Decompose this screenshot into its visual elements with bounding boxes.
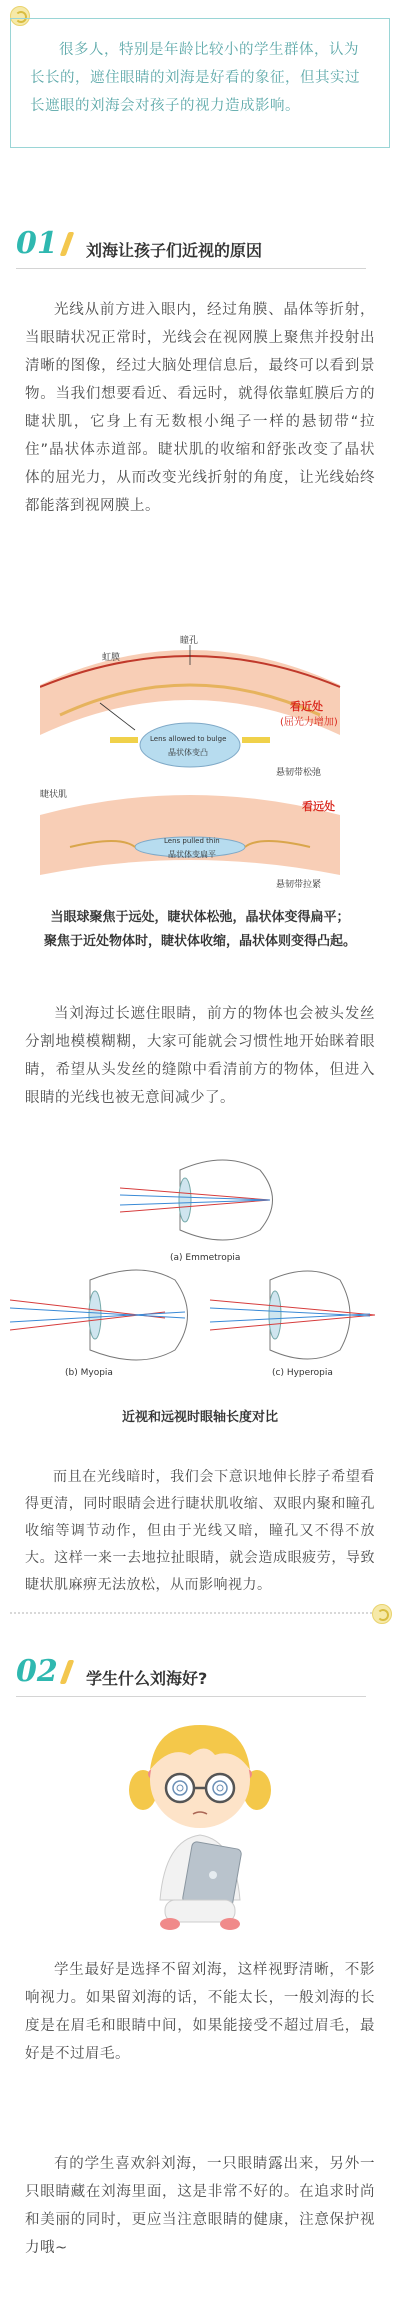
cartoon-girl-illustration (125, 1710, 275, 1940)
label-lens-thin-cn: 晶状体变扁平 (168, 850, 216, 859)
label-lens-thin-en: Lens pulled thin (164, 837, 220, 845)
swirl-ornament-icon (372, 1604, 392, 1624)
label-ciliary: 睫状肌 (40, 790, 68, 800)
caption-line: 当眼球聚焦于远处，睫状体松弛，晶状体变得扁平； (50, 910, 350, 925)
caption-line: 聚焦于近处物体时，睫状体收缩，晶状体则变得凸起。 (43, 934, 356, 949)
label-pupil: 瞳孔 (180, 636, 199, 646)
paragraph (25, 1464, 375, 1599)
section-number: 01 (16, 226, 58, 261)
section-underline (16, 268, 366, 269)
paragraph-text: 学生最好是选择不留刘海，这样视野清晰，不影响视力。如果留刘海的话，不能太长，一般刘海的长度是在眉毛和眼睛中间，如果能接受不超过眉毛，最好是不过眉毛。 (25, 1962, 375, 2062)
label-zonule-tight: 悬韧带拉紧 (276, 880, 322, 890)
label-far: 看远处 (302, 800, 335, 813)
paragraph-text: 当刘海过长遮住眼睛，前方的物体也会被头发丝分割地模模糊糊，大家可能就会习惯性地开始眯着眼睛，希望从头发丝的缝隙中看清前方的物体，但进入眼睛的光线也被无意间减少了。 (25, 1006, 375, 1106)
label-near-sub: (屈光力增加) (280, 717, 338, 728)
paragraph-text: 光线从前方进入眼内，经过角膜、晶体等折射，当眼睛状况正常时，光线会在视网膜上聚焦并投射出清晰的图像，经过大脑处理信息后，最终可以看到景物。当我们想要看近、看远时，就得依靠虹膜后方的睫状肌，它身上有无数根小绳子一样的悬韧带“拉住”晶状体赤道部。睫状肌的收缩和舒张改变了晶状体的屈光力，从而改变光线折射的角度，让光线始终都能落到视网膜上。 (25, 302, 375, 514)
label-near: 看近处 (290, 700, 323, 713)
paragraph (25, 2150, 375, 2262)
label-iris: 虹膜 (102, 653, 121, 663)
paragraph-text: 而且在光线暗时，我们会下意识地伸长脖子希望看得更清，同时眼睛会进行睫状肌收缩、双眼内聚和瞳孔收缩等调节动作，但由于光线又暗，瞳孔又不得不放大。这样一来一去地拉扯眼睛，就会造成眼疲劳，导致睫状肌麻痹无法放松，从而影响视力。 (25, 1469, 375, 1593)
section-slash-icon (60, 1660, 75, 1684)
section-title: 刘海让孩子们近视的原因 (86, 241, 263, 260)
label-lens-bulge-en: Lens allowed to bulge (150, 735, 227, 743)
paragraph (25, 1000, 375, 1112)
paragraph-text: 有的学生喜欢斜刘海，一只眼睛露出来，另外一只眼睛藏在刘海里面，这是非常不好的。在追求时尚和美丽的同时，更应当注意眼睛的健康，注意保护视力哦~ (25, 2156, 375, 2256)
section-slash-icon (60, 232, 75, 256)
section-number: 02 (16, 1654, 58, 1689)
label-hyperopia: (c) Hyperopia (272, 1368, 333, 1378)
paragraph (25, 1956, 375, 2068)
section-title: 学生什么刘海好? (86, 1669, 208, 1688)
label-zonule-relax: 悬韧带松弛 (276, 768, 322, 778)
figure-caption (0, 906, 400, 954)
label-lens-bulge-cn: 晶状体变凸 (168, 748, 208, 757)
dotted-divider (10, 1612, 380, 1614)
section-underline (16, 1696, 366, 1697)
eye-refraction-diagram (10, 1150, 390, 1380)
intro-text: 很多人，特别是年龄比较小的学生群体，认为长长的，遮住眼睛的刘海是好看的象征，但其实过长遮眼的刘海会对孩子的视力造成影响。 (30, 42, 360, 114)
paragraph (25, 296, 375, 520)
label-myopia: (b) Myopia (65, 1368, 113, 1378)
eye-accommodation-diagram (40, 625, 370, 895)
label-emmetropia: (a) Emmetropia (170, 1253, 241, 1263)
figure-caption: 近视和远视时眼轴长度对比 (121, 1410, 278, 1425)
